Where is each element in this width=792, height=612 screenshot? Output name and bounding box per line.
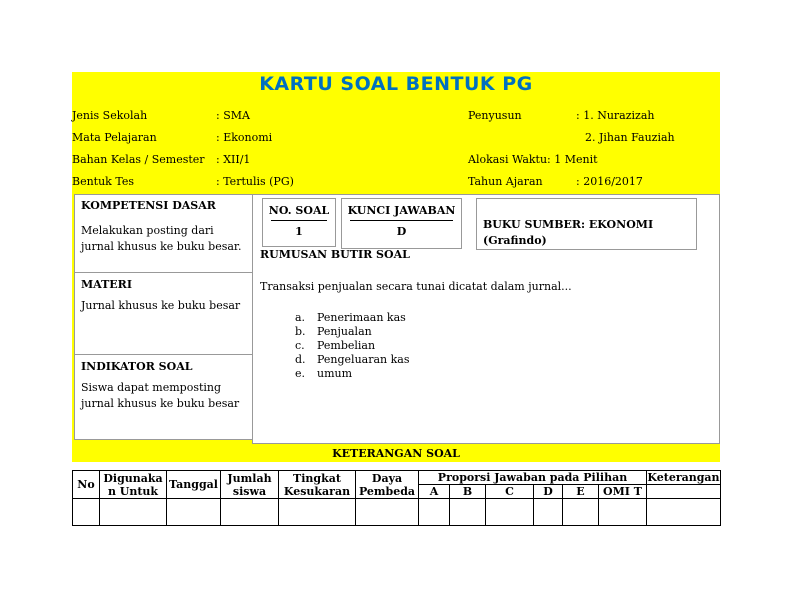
header-value-penyusun-1: : 1. Nurazizah [576, 109, 655, 122]
col-keterangan-sub [647, 485, 721, 499]
buku-sumber-box [476, 198, 697, 250]
kunci-jawaban-value: D [396, 225, 407, 238]
buku-sumber-text: BUKU SUMBER: EKONOMI (Grafindo) [483, 218, 654, 247]
table-cell[interactable] [356, 499, 419, 526]
indikator-soal-text: Siswa dapat memposting jurnal khusus ke buku besar [81, 381, 240, 410]
header-label-jenis-sekolah: Jenis Sekolah [72, 109, 148, 122]
rumusan-butir-soal-label: RUMUSAN BUTIR SOAL [260, 248, 410, 261]
answer-option [295, 353, 409, 367]
option-marker: a. [295, 311, 306, 324]
header-value-penyusun-2: 2. Jihan Fauziah [585, 131, 675, 144]
table-cell[interactable] [486, 499, 534, 526]
col-no: No [73, 471, 100, 499]
option-text: Pengeluaran kas [317, 353, 410, 366]
no-soal-label: NO. SOAL [268, 204, 330, 217]
col-keterangan: Keterangan [647, 471, 720, 484]
option-text: umum [317, 367, 353, 380]
header-value-mata-pelajaran: : Ekonomi [216, 131, 273, 144]
table-cell[interactable] [563, 499, 599, 526]
header-value-tahun-ajaran: : 2016/2017 [576, 175, 643, 188]
table-cell[interactable] [419, 499, 450, 526]
header-label-tahun-ajaran: Tahun Ajaran [468, 175, 543, 188]
table-cell[interactable] [100, 499, 167, 526]
col-option-e: E [563, 485, 599, 499]
kompetensi-dasar-label: KOMPETENSI DASAR [81, 199, 216, 212]
col-tingkat-kesukaran: Tingkat Kesukaran [279, 471, 356, 499]
table-cell[interactable] [279, 499, 356, 526]
option-text: Penerimaan kas [317, 311, 406, 324]
indikator-soal-label: INDIKATOR SOAL [81, 360, 193, 373]
table-cell[interactable] [534, 499, 563, 526]
page-title: KARTU SOAL BENTUK PG [259, 73, 533, 95]
header-label-kelas-semester: Bahan Kelas / Semester [72, 153, 205, 166]
answer-option [295, 367, 409, 381]
no-soal-box [262, 198, 336, 247]
option-text: Pembelian [317, 339, 376, 352]
table-cell[interactable] [599, 499, 647, 526]
option-marker: b. [295, 325, 306, 338]
keterangan-table [72, 470, 721, 526]
materi-text: Jurnal khusus ke buku besar [81, 299, 241, 312]
table-cell[interactable] [221, 499, 279, 526]
col-daya-pembeda: Daya Pembeda [356, 471, 419, 499]
header-label-bentuk-tes: Bentuk Tes [72, 175, 134, 188]
kunci-jawaban-box [341, 198, 462, 249]
header-value-jenis-sekolah: : SMA [216, 109, 250, 122]
col-proporsi-jawaban: Proporsi Jawaban pada Pilihan [419, 471, 647, 485]
table-cell[interactable] [167, 499, 221, 526]
header-label-mata-pelajaran: Mata Pelajaran [72, 131, 157, 144]
no-soal-divider [271, 220, 327, 221]
question-stem: Transaksi penjualan secara tunai dicatat dalam jurnal... [260, 280, 572, 293]
header-value-bentuk-tes: : Tertulis (PG) [216, 175, 294, 188]
answer-options [295, 311, 409, 381]
col-digunakan-untuk: Digunaka n Untuk [100, 471, 167, 499]
col-option-a: A [419, 485, 450, 499]
col-option-c: C [486, 485, 534, 499]
kompetensi-dasar-box [74, 194, 253, 273]
answer-option [295, 311, 409, 325]
materi-box [74, 272, 253, 355]
table-cell[interactable] [647, 499, 721, 526]
col-option-d: D [534, 485, 563, 499]
indikator-soal-box [74, 354, 253, 440]
option-marker: c. [295, 339, 305, 352]
col-jumlah-siswa: Jumlah siswa [221, 471, 279, 499]
table-cell[interactable] [450, 499, 486, 526]
table-header-row [73, 471, 721, 485]
kompetensi-dasar-text: Melakukan posting dari jurnal khusus ke buku besar. [81, 224, 242, 253]
header-alokasi-waktu: Alokasi Waktu: 1 Menit [468, 153, 598, 166]
option-text: Penjualan [317, 325, 372, 338]
answer-option [295, 325, 409, 339]
table-cell[interactable] [73, 499, 100, 526]
col-tanggal: Tanggal [167, 471, 221, 499]
header-value-kelas-semester: : XII/1 [216, 153, 251, 166]
option-marker: d. [295, 353, 306, 366]
col-option-b: B [450, 485, 486, 499]
keterangan-soal-label: KETERANGAN SOAL [332, 447, 460, 460]
table-row [73, 499, 721, 526]
kunci-jawaban-label: KUNCI JAWABAN [347, 204, 456, 217]
no-soal-value: 1 [295, 225, 303, 238]
kunci-jawaban-divider [350, 220, 453, 221]
option-marker: e. [295, 367, 306, 380]
header-label-penyusun: Penyusun [468, 109, 522, 122]
col-omit: OMI T [599, 485, 647, 499]
answer-option [295, 339, 409, 353]
materi-label: MATERI [81, 278, 132, 291]
